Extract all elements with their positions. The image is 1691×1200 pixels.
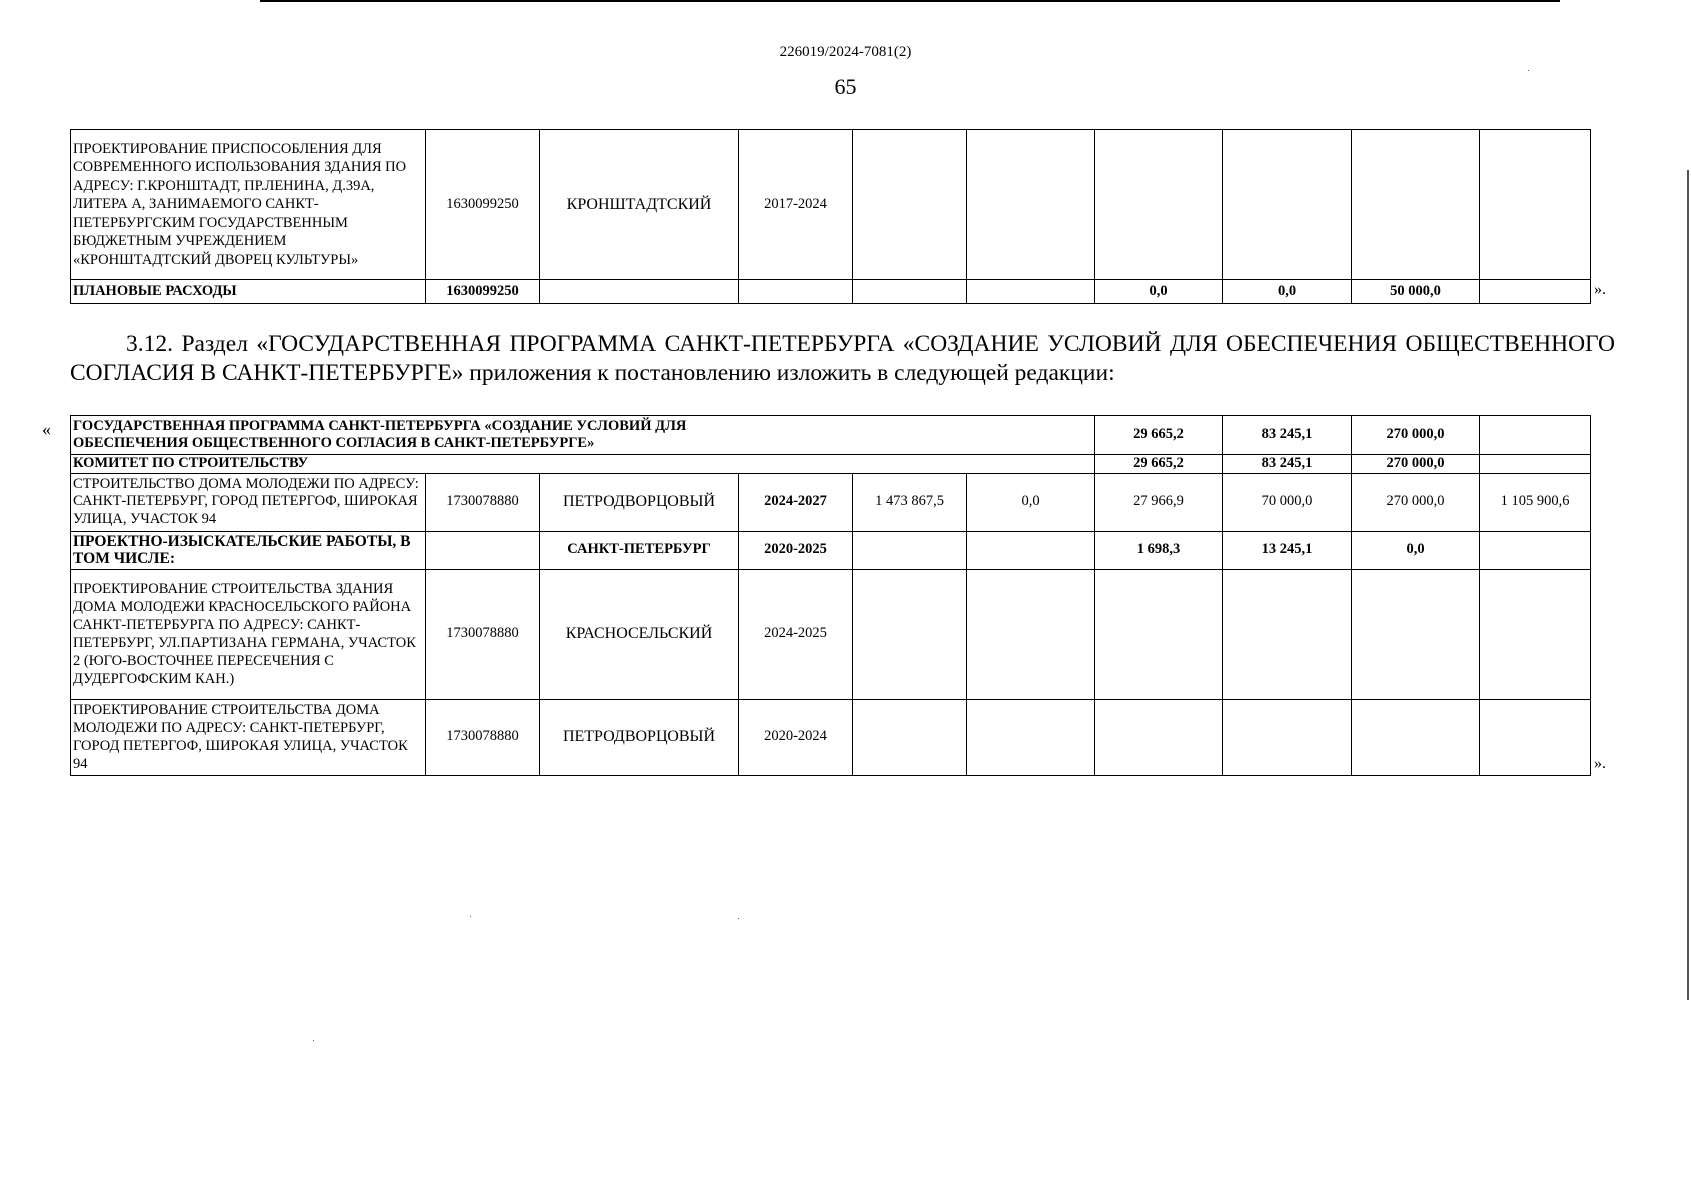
spent-cell	[967, 569, 1095, 699]
amount-cell: 50 000,0	[1352, 280, 1480, 304]
amount-cell: 1 698,3	[1095, 531, 1223, 569]
amount-cell	[1352, 699, 1480, 775]
object-name-cell: СТРОИТЕЛЬСТВО ДОМА МОЛОДЕЖИ ПО АДРЕСУ: САНКТ-ПЕТЕРБУРГ, ГОРОД ПЕТЕРГОФ, ШИРОКАЯ УЛИЦА, УЧАСТОК 94	[71, 473, 426, 531]
remainder-cell	[1480, 569, 1591, 699]
period-cell: 2024-2027	[739, 473, 853, 531]
committee-name-cell: КОМИТЕТ ПО СТРОИТЕЛЬСТВУ	[71, 455, 1095, 474]
program-row	[71, 416, 1591, 455]
budget-table-continuation	[70, 129, 1591, 304]
committee-row	[71, 455, 1591, 474]
page-number: 65	[834, 74, 857, 99]
amount-cell	[1223, 699, 1352, 775]
object-name-cell: ПРОЕКТИРОВАНИЕ СТРОИТЕЛЬСТВА ЗДАНИЯ ДОМА МОЛОДЕЖИ КРАСНОСЕЛЬСКОГО РАЙОНА САНКТ-ПЕТЕРБУРГА ПО АДРЕСУ: САНКТ-ПЕТЕРБУРГ, УЛ.ПАРТИЗАНА ГЕРМАНА, УЧАСТОК 2 (ЮГО-ВОСТОЧНЕЕ ПЕРЕСЕЧЕНИЯ С ДУДЕРГОФСКИМ КАН.)	[71, 569, 426, 699]
amount-cell	[1352, 130, 1480, 280]
remainder-cell	[1480, 699, 1591, 775]
closing-quote: ».	[1594, 281, 1606, 298]
period-cell: 2020-2024	[739, 699, 853, 775]
scan-speck	[738, 918, 739, 919]
cost-cell	[853, 699, 967, 775]
amount-cell: 13 245,1	[1223, 531, 1352, 569]
amount-cell: 270 000,0	[1352, 416, 1480, 455]
opening-quote: «	[42, 419, 51, 439]
amount-cell: 27 966,9	[1095, 473, 1223, 531]
period-cell: 2020-2025	[739, 531, 853, 569]
code-cell: 1630099250	[426, 280, 540, 304]
code-cell: 1630099250	[426, 130, 540, 280]
remainder-cell	[1480, 531, 1591, 569]
document-number: 226019/2024-7081(2)	[779, 44, 912, 60]
district-cell: КРАСНОСЕЛЬСКИЙ	[540, 569, 739, 699]
table-row	[71, 473, 1591, 531]
program-name-cell	[71, 416, 1095, 455]
table-row	[71, 569, 1591, 699]
program-name: ГОСУДАРСТВЕННАЯ ПРОГРАММА САНКТ-ПЕТЕРБУРГА «СОЗДАНИЕ УСЛОВИЙ ДЛЯ ОБЕСПЕЧЕНИЯ ОБЩЕСТВЕННОГО СОГЛАСИЯ В САНКТ-ПЕТЕРБУРГЕ»	[73, 417, 687, 451]
district-cell: САНКТ-ПЕТЕРБУРГ	[540, 531, 739, 569]
spent-cell: 0,0	[967, 473, 1095, 531]
amount-cell: 29 665,2	[1095, 455, 1223, 474]
scan-speck	[1528, 70, 1529, 71]
amount-cell	[1095, 699, 1223, 775]
section-paragraph	[70, 330, 1615, 388]
cost-cell	[853, 130, 967, 280]
period-cell: 2017-2024	[739, 130, 853, 280]
amount-cell: 270 000,0	[1352, 455, 1480, 474]
paragraph-text: Раздел «ГОСУДАРСТВЕННАЯ ПРОГРАММА САНКТ-ПЕТЕРБУРГА «СОЗДАНИЕ УСЛОВИЙ ДЛЯ ОБЕСПЕЧЕНИЯ ОБЩЕСТВЕННОГО СОГЛАСИЯ В САНКТ-ПЕТЕРБУРГЕ» приложения к постановлению изложить в следующей редакции:	[70, 331, 1616, 386]
amount-cell: 0,0	[1223, 280, 1352, 304]
scan-edge-line	[1687, 170, 1689, 1000]
spent-cell	[967, 280, 1095, 304]
district-cell	[540, 280, 739, 304]
spent-cell	[967, 130, 1095, 280]
code-cell	[426, 531, 540, 569]
spent-cell	[967, 531, 1095, 569]
remainder-cell	[1480, 455, 1591, 474]
amount-cell: 83 245,1	[1223, 455, 1352, 474]
district-cell: ПЕТРОДВОРЦОВЫЙ	[540, 699, 739, 775]
period-cell: 2024-2025	[739, 569, 853, 699]
object-name-cell: ПРОЕКТИРОВАНИЕ ПРИСПОСОБЛЕНИЯ ДЛЯ СОВРЕМЕННОГО ИСПОЛЬЗОВАНИЯ ЗДАНИЯ ПО АДРЕСУ: Г.КРОНШТАДТ, ПР.ЛЕНИНА, Д.39А, ЛИТЕРА А, ЗАНИМАЕМОГО САНКТ-ПЕТЕРБУРГСКИМ ГОСУДАРСТВЕННЫМ БЮДЖЕТНЫМ УЧРЕЖДЕНИЕМ «КРОНШТАДТСКИЙ ДВОРЕЦ КУЛЬТУРЫ»	[71, 130, 426, 280]
amount-cell	[1223, 569, 1352, 699]
amount-cell: 70 000,0	[1223, 473, 1352, 531]
program-budget-table	[70, 415, 1591, 776]
district-cell: КРОНШТАДТСКИЙ	[540, 130, 739, 280]
amount-cell: 29 665,2	[1095, 416, 1223, 455]
scan-speck	[470, 916, 471, 917]
amount-cell	[1352, 569, 1480, 699]
object-name-cell: ПРОЕКТНО-ИЗЫСКАТЕЛЬСКИЕ РАБОТЫ, В ТОМ ЧИСЛЕ:	[71, 531, 426, 569]
amount-cell: 83 245,1	[1223, 416, 1352, 455]
amount-cell: 270 000,0	[1352, 473, 1480, 531]
table-row	[71, 130, 1591, 280]
remainder-cell	[1480, 130, 1591, 280]
amount-cell: 0,0	[1352, 531, 1480, 569]
table-row	[71, 699, 1591, 775]
closing-quote: ».	[1594, 755, 1606, 772]
cost-cell	[853, 531, 967, 569]
cost-cell	[853, 569, 967, 699]
remainder-cell	[1480, 280, 1591, 304]
scan-top-edge-line	[260, 0, 1560, 2]
scan-speck	[313, 1040, 314, 1041]
table-row	[71, 280, 1591, 304]
amount-cell	[1095, 130, 1223, 280]
remainder-cell	[1480, 416, 1591, 455]
cost-cell	[853, 280, 967, 304]
cost-cell: 1 473 867,5	[853, 473, 967, 531]
code-cell: 1730078880	[426, 569, 540, 699]
table-row	[71, 531, 1591, 569]
spent-cell	[967, 699, 1095, 775]
district-cell: ПЕТРОДВОРЦОВЫЙ	[540, 473, 739, 531]
period-cell	[739, 280, 853, 304]
paragraph-number: 3.12.	[126, 331, 173, 357]
planned-expenses-label: ПЛАНОВЫЕ РАСХОДЫ	[71, 280, 426, 304]
code-cell: 1730078880	[426, 473, 540, 531]
code-cell: 1730078880	[426, 699, 540, 775]
object-name-cell: ПРОЕКТИРОВАНИЕ СТРОИТЕЛЬСТВА ДОМА МОЛОДЕЖИ ПО АДРЕСУ: САНКТ-ПЕТЕРБУРГ, ГОРОД ПЕТЕРГОФ, ШИРОКАЯ УЛИЦА, УЧАСТОК 94	[71, 699, 426, 775]
remainder-cell: 1 105 900,6	[1480, 473, 1591, 531]
amount-cell	[1223, 130, 1352, 280]
amount-cell: 0,0	[1095, 280, 1223, 304]
amount-cell	[1095, 569, 1223, 699]
